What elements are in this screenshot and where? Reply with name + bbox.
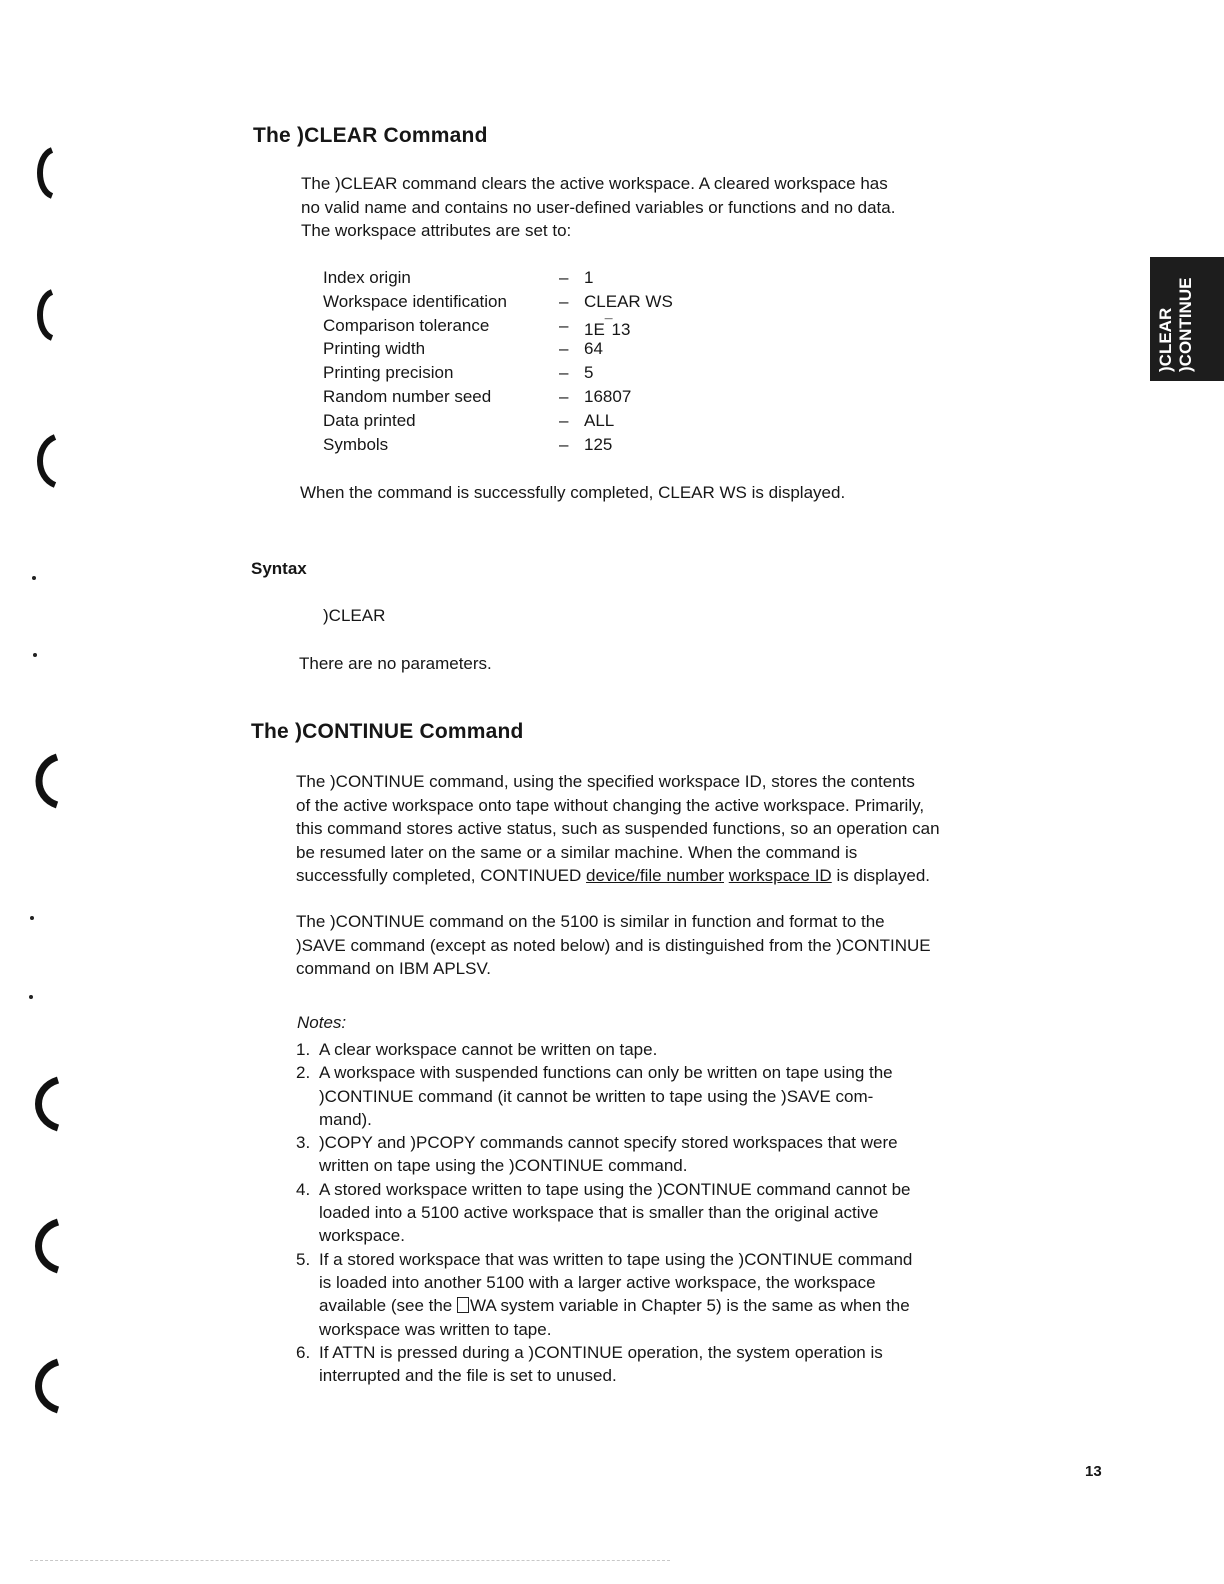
binder-mark-5 <box>39 1080 59 1128</box>
note-4: 4. A stored workspace written to tape using the )CONTINUE command cannot be loaded into a 5100 active workspace that is smaller than the original active workspace. <box>296 1179 911 1246</box>
continue-p2-line-1: The )CONTINUE command on the 5100 is similar in function and format to the <box>296 912 885 931</box>
continue-p1-line-5: successfully completed, CONTINUED device/file number workspace ID is displayed. <box>296 866 930 885</box>
note-2: 2. A workspace with suspended functions can only be written on tape using the )CONTINUE command (it cannot be written to tape using the )SAVE com- mand). <box>296 1063 893 1129</box>
workspace-attributes-list <box>323 268 743 458</box>
high-minus-sign: ¯ <box>604 315 612 332</box>
clear-intro-line-3: The workspace attributes are set to: <box>301 221 572 240</box>
note-1: 1. A clear workspace cannot be written on tape. <box>296 1040 658 1059</box>
attr-row-index-origin: Index origin – 1 <box>323 268 594 287</box>
speck-2 <box>33 653 37 657</box>
continue-heading: The )CONTINUE Command <box>251 720 524 743</box>
notes-list <box>296 1038 976 1387</box>
syntax-label: Syntax <box>251 559 307 578</box>
section-thumb-tab <box>1150 257 1224 381</box>
binder-mark-2 <box>40 292 52 338</box>
page-number: 13 <box>1085 1463 1102 1480</box>
tab-label-clear: )CLEAR <box>1156 307 1175 372</box>
continue-paragraph-2 <box>296 910 931 981</box>
continue-p2-line-3: command on IBM APLSV. <box>296 959 491 978</box>
note-6: 6. If ATTN is pressed during a )CONTINUE operation, the system operation is interrupted and the file is set to unused. <box>296 1342 883 1386</box>
continue-paragraph-1 <box>296 770 940 888</box>
attr-row-data-printed: Data printed – ALL <box>323 410 615 430</box>
attr-row-printing-precision: Printing precision – 5 <box>323 363 594 383</box>
quad-symbol-icon <box>457 1297 469 1313</box>
binder-mark-1 <box>40 150 52 196</box>
parameters-text: There are no parameters. <box>299 654 492 673</box>
clear-intro-line-1: The )CLEAR command clears the active workspace. A cleared workspace has <box>301 174 888 193</box>
attr-row-comparison-tolerance: Comparison tolerance – 1E¯13 <box>323 315 631 339</box>
attr-row-symbols: Symbols – 125 <box>323 434 613 454</box>
binder-mark-7 <box>39 1362 59 1410</box>
device-file-number-placeholder: device/file number <box>586 866 724 885</box>
clear-completion-text: When the command is successfully completed, CLEAR WS is displayed. <box>300 483 846 502</box>
binder-mark-3 <box>40 437 55 485</box>
speck-4 <box>29 995 33 999</box>
attr-row-random-number-seed: Random number seed – 16807 <box>323 386 632 406</box>
continue-p1-line-2: of the active workspace onto tape without changing the active workspace. Primarily, <box>296 795 925 815</box>
binder-mark-4 <box>39 757 57 805</box>
tab-label-continue: )CONTINUE <box>1176 277 1195 372</box>
continue-p1-line-4: be resumed later on the same or a similar machine. When the command is <box>296 842 858 862</box>
syntax-command: )CLEAR <box>323 606 386 625</box>
notes-title: Notes: <box>297 1013 347 1032</box>
workspace-id-placeholder: workspace ID <box>728 866 832 885</box>
binder-hole-marks <box>0 0 90 1584</box>
attr-row-printing-width: Printing width – 64 <box>323 339 603 359</box>
note-5: 5. If a stored workspace that was written to tape using the )CONTINUE command is loaded into another 5100 with a larger active workspace, the workspace available (see the WA system variable in Chapter 5) is the same as when the workspace was written to tape. <box>296 1249 913 1339</box>
continue-p1-line-1: The )CONTINUE command, using the specified workspace ID, stores the contents <box>296 772 915 791</box>
continue-p2-line-2: )SAVE command (except as noted below) and is distinguished from the )CONTINUE <box>296 935 931 955</box>
continue-p1-line-3: this command stores active status, such as suspended functions, so an operation can <box>296 819 940 838</box>
clear-intro <box>301 172 895 243</box>
note-3: 3. )COPY and )PCOPY commands cannot specify stored workspaces that were written on tape using the )CONTINUE command. <box>296 1133 898 1176</box>
scan-artifact-line <box>30 1560 670 1561</box>
speck-1 <box>32 576 36 580</box>
clear-intro-line-2: no valid name and contains no user-defined variables or functions and no data. <box>301 197 896 217</box>
clear-heading: The )CLEAR Command <box>253 124 488 147</box>
binder-mark-6 <box>39 1222 59 1270</box>
attr-row-workspace-identification: Workspace identification – CLEAR WS <box>323 291 673 311</box>
speck-3 <box>30 916 34 920</box>
